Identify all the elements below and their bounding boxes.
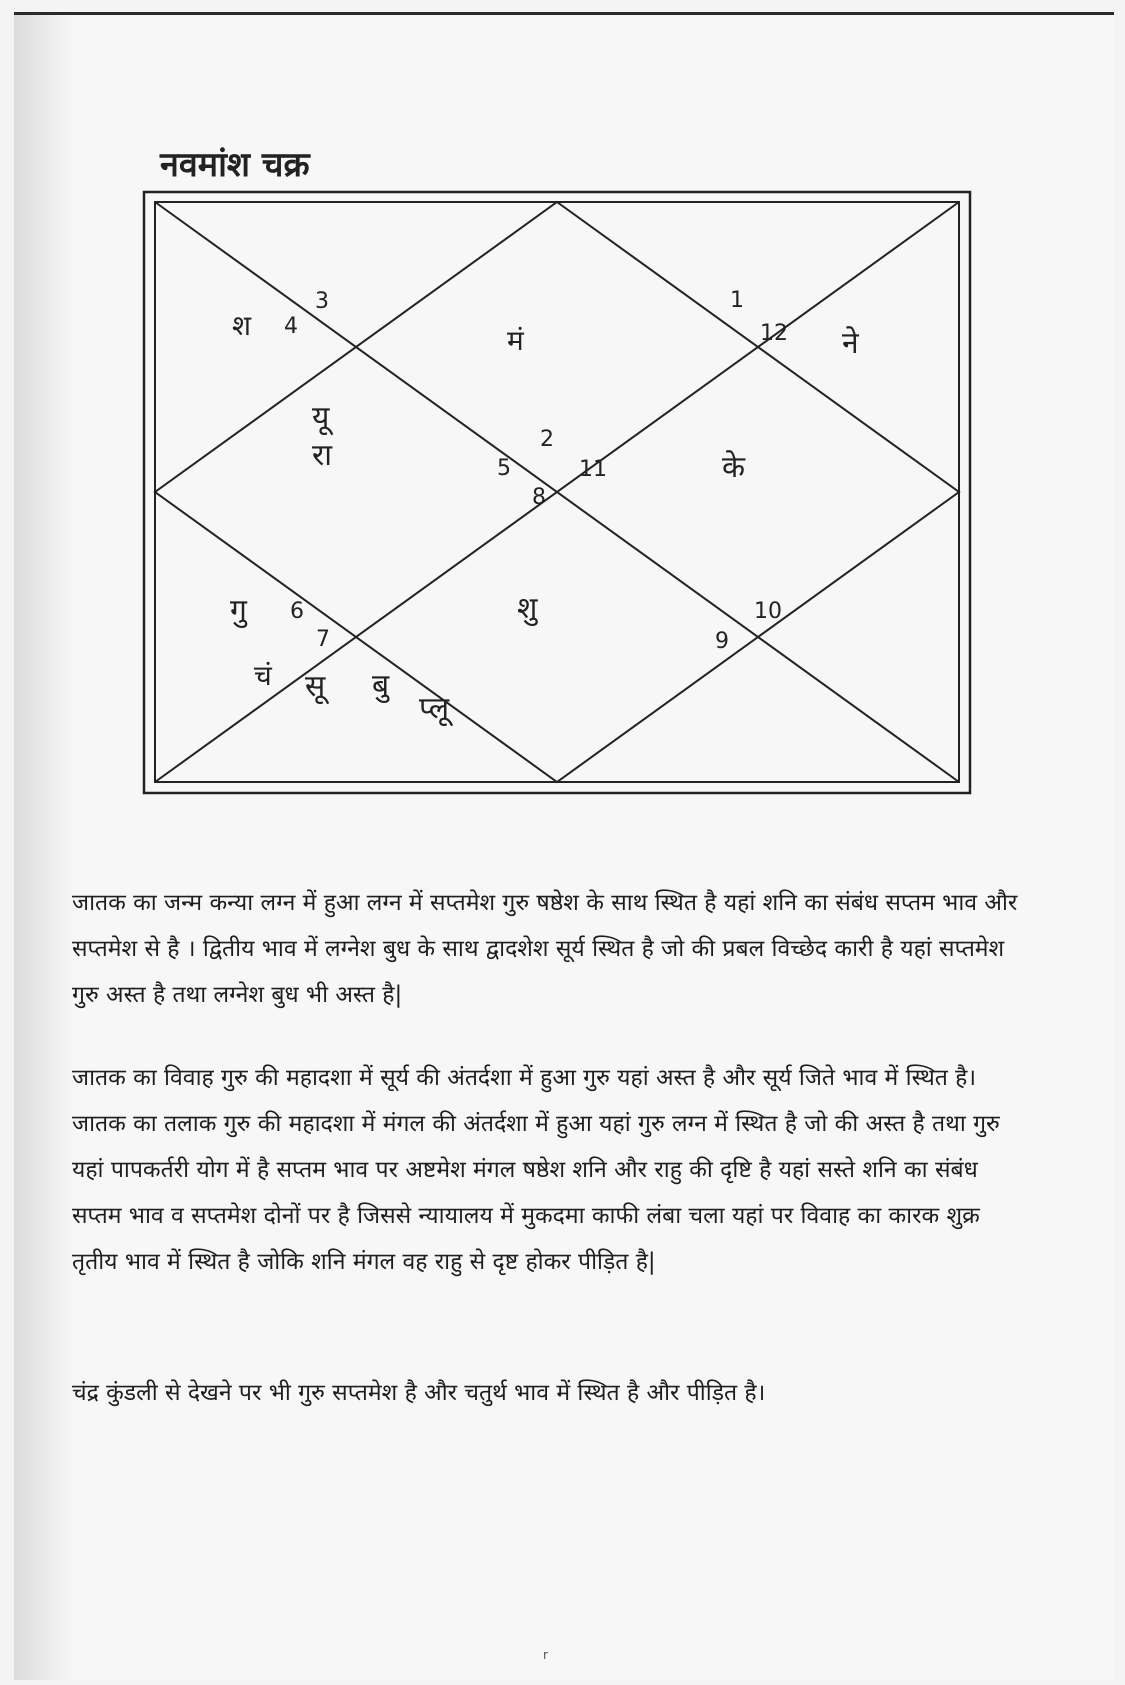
- house-number: 8: [532, 485, 546, 510]
- planet-label: यू: [312, 400, 330, 435]
- planet-label: रा: [312, 438, 333, 473]
- footer-mark: r: [543, 1648, 548, 1662]
- planet-label: मं: [507, 324, 524, 357]
- paragraph-3: चंद्र कुंडली से देखने पर भी गुरु सप्तमेश है और चतुर्थ भाव में स्थित है और पीड़ित है।: [72, 1380, 766, 1406]
- page-gutter-shadow: [14, 15, 74, 1680]
- planet-label: बु: [372, 668, 390, 703]
- house-number: 5: [497, 456, 511, 481]
- planet-label: के: [722, 450, 746, 485]
- planet-label: श: [232, 309, 252, 342]
- paragraph-1: जातक का जन्म कन्या लग्न में हुआ लग्न में सप्तमेश गुरु षष्ठेश के साथ स्थित है यहां शनि का संबंध सप्तम भाव और सप्तमेश से है । द्वितीय भाव में लग्नेश बुध के साथ द्वादशेश सूर्य स्थित है जो की प्रबल विच्छेद कारी है यहां सप्तमेश गुरु अस्त है तथा लग्नेश बुध भी अस्त है|: [72, 890, 1018, 1008]
- page-title: नवमांश चक्र: [160, 145, 310, 185]
- house-number: 2: [540, 427, 554, 452]
- chart-svg: [142, 190, 972, 795]
- house-number: 10: [754, 599, 782, 624]
- house-number: 3: [315, 289, 329, 314]
- navamsa-chart: [142, 190, 972, 799]
- paragraph-2: जातक का विवाह गुरु की महादशा में सूर्य की अंतर्दशा में हुआ गुरु यहां अस्त है और सूर्य जिते भाव में स्थित है। जातक का तलाक गुरु की महादशा में मंगल की अंतर्दशा में हुआ यहां गुरु लग्न में स्थित है जो की अस्त है तथा गुरु यहां पापकर्तरी योग में है सप्तम भाव पर अष्टमेश मंगल षष्ठेश शनि और राहु की दृष्टि है यहां सस्ते शनि का संबंध सप्तम भाव व सप्तमेश दोनों पर है जिससे न्यायालय में मुकदमा काफी लंबा चला यहां पर विवाह का कारक शुक्र तृतीय भाव में स्थित है जोकि शनि मंगल वह राहु से दृष्ट होकर पीड़ित है|: [72, 1065, 1000, 1275]
- planet-label: सू: [305, 669, 326, 704]
- house-number: 7: [316, 627, 330, 652]
- house-number: 12: [760, 321, 788, 346]
- house-number: 1: [730, 288, 744, 313]
- house-number: 11: [579, 457, 607, 482]
- planet-label: ने: [842, 326, 859, 361]
- planet-label: चं: [254, 659, 272, 692]
- house-number: 6: [290, 599, 304, 624]
- house-number: 4: [284, 314, 298, 339]
- planet-label: प्लू: [419, 691, 450, 726]
- house-number: 9: [715, 629, 729, 654]
- planet-label: शु: [517, 591, 538, 626]
- planet-label: गु: [230, 593, 247, 628]
